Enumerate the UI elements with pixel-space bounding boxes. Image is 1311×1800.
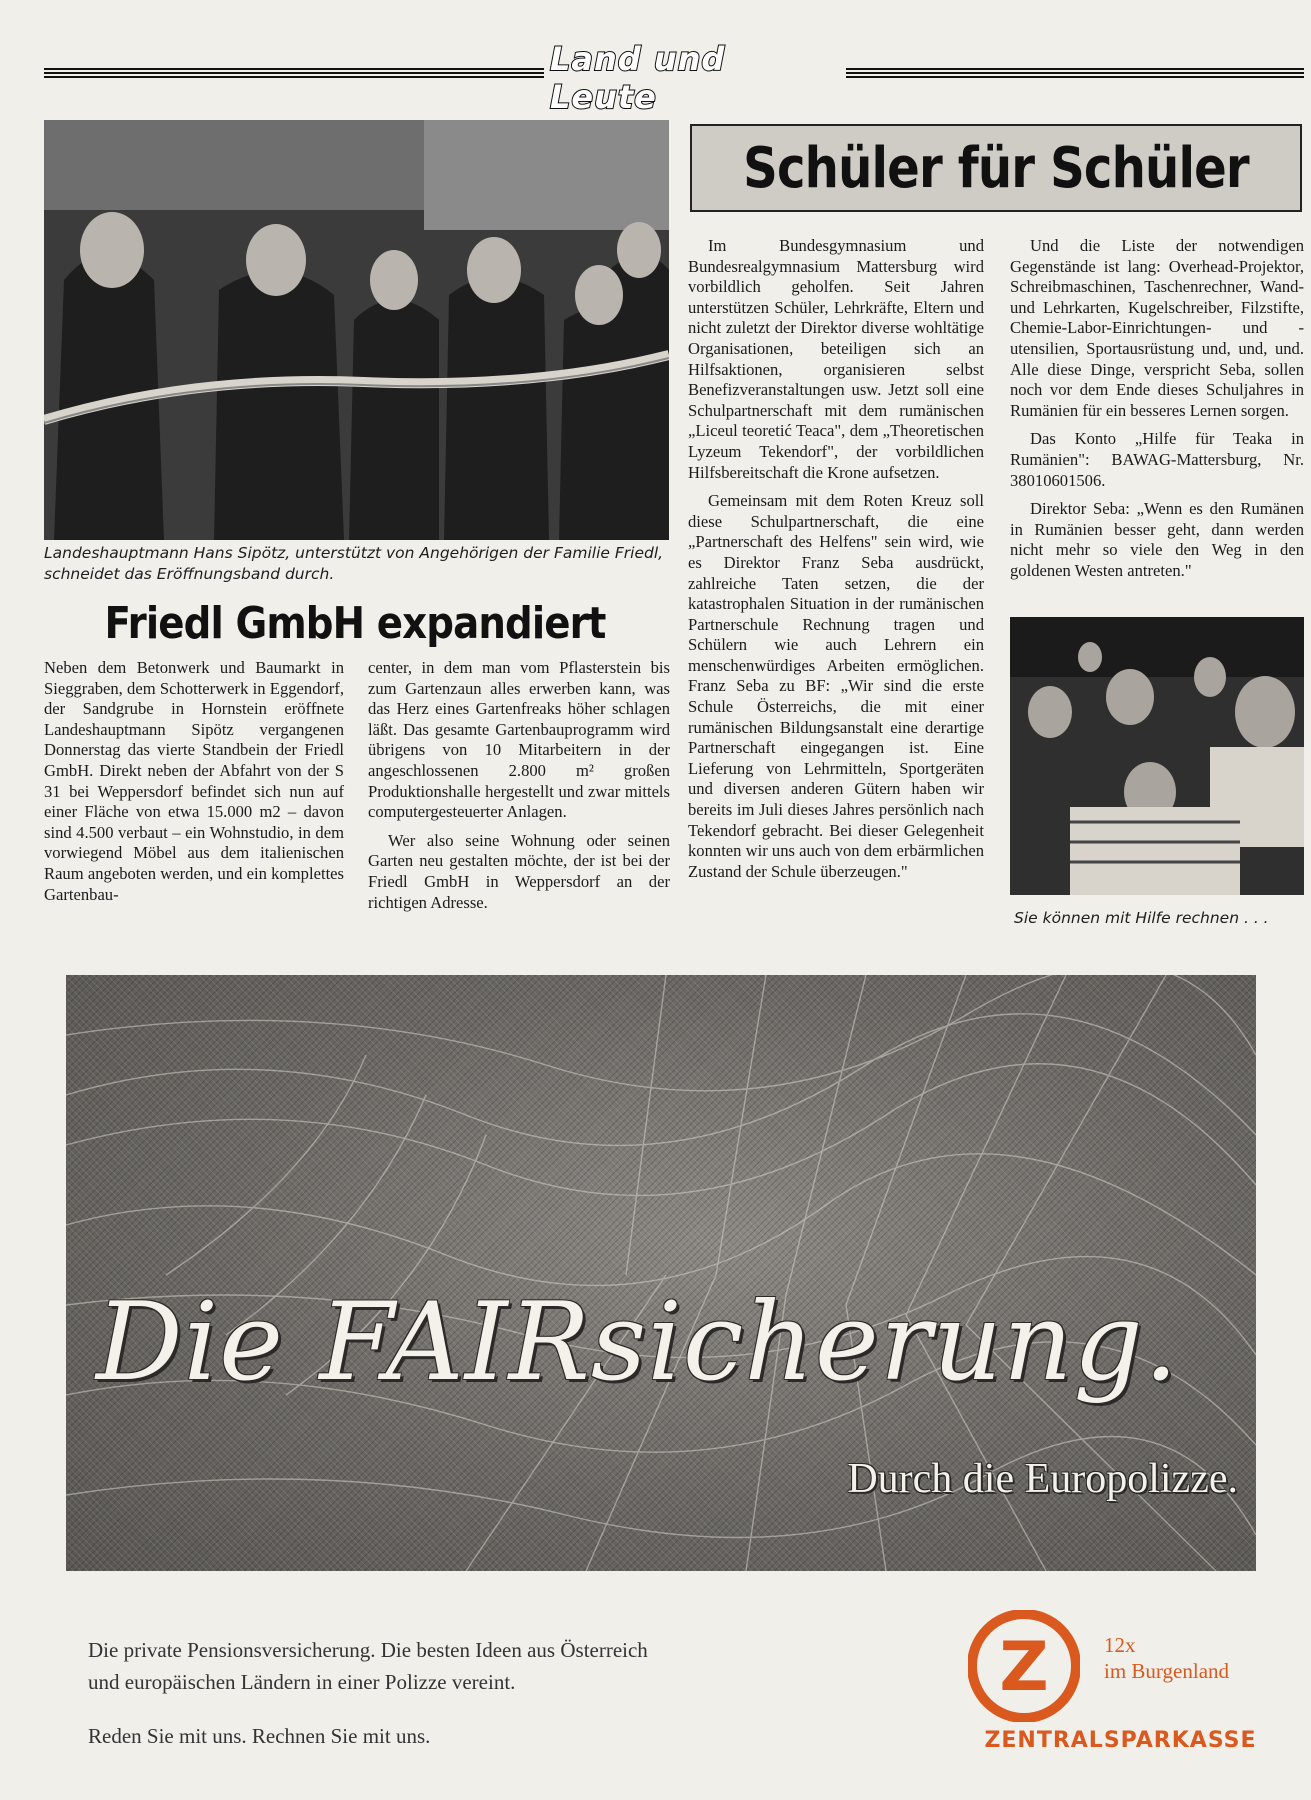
article-paragraph: Und die Liste der notwendigen Gegenstände ist lang: Overhead-Projektor, Schreibmaschinen, Taschenrechner, Wand- und Lehrkarten, Kugelschreiber, Filzstifte, Chemie-Labor-Einrichtungen- und -utensilien, Sportausrüstung und, und, und. Alle diese Dinge, verspricht Seba, sollen noch vor dem Ende dieses Schuljahres in Rumänien für ein besseres Lernen sorgen. bbox=[1010, 236, 1304, 420]
article-paragraph: Direktor Seba: „Wenn es den Rumänen in Rumänien besser geht, dann werden nicht mehr so viele den Weg in den goldenen Westen antreten." bbox=[1010, 499, 1304, 580]
photo-caption-left: Landeshauptmann Hans Sipötz, unterstützt von Angehörigen der Familie Friedl, schneidet das Eröffnungsband durch. bbox=[44, 544, 664, 583]
article-column-3 bbox=[688, 236, 984, 890]
article-paragraph: Im Bundesgymnasium und Bundesrealgymnasium Mattersburg wird vorbildlich geholfen. Seit Jahren unterstützen Schüler, Lehrkräfte, Eltern und nicht zuletzt der Direktor diverse wohltätige Organisationen, beteiligen sich an Hilfsaktionen, organisieren selbst Benefizveranstaltungen usw. Jetzt soll eine Schulpartnerschaft mit dem rumänischen „Liceul teoretić Teaca", dem „Theoretischen Lyzeum Tekendorf", der vorbildlichen Hilfsbereitschaft die Krone aufsetzen. bbox=[688, 236, 984, 482]
brand-name: ZENTRALSPARKASSE bbox=[984, 1728, 1257, 1753]
zentralsparkasse-logo-icon bbox=[968, 1610, 1080, 1722]
ad-copy-line: Die private Pensionsversicherung. Die besten Ideen aus Österreich bbox=[88, 1638, 648, 1662]
ribbon-cutting-photo bbox=[44, 120, 669, 540]
ad-copy-line: und europäischen Ländern in einer Polizze vereint. bbox=[88, 1670, 516, 1694]
branch-count bbox=[1104, 1632, 1229, 1684]
article-paragraph: Das Konto „Hilfe für Teaka in Rumänien": BAWAG-Mattersburg, Nr. 38010601506. bbox=[1010, 429, 1304, 490]
advertisement-banner bbox=[66, 975, 1256, 1571]
ad-copy-block bbox=[88, 1634, 908, 1752]
article-column-4 bbox=[1010, 236, 1304, 590]
logo-letter: Z bbox=[999, 1628, 1049, 1707]
article-paragraph: Neben dem Betonwerk und Baumarkt in Sieggraben, dem Schotterwerk in Eggendorf, der Sandgrube in Hornstein eröffnete Landeshauptmann Sipötz vergangenen Donnerstag das vierte Standbein der Friedl GmbH. Direkt neben der Abfahrt von der S 31 bei Weppersdorf befindet sich nun auf einer Fläche von etwa 15.000 m2 – davon sind 4.500 verbaut – ein Wohnstudio, in dem vorwiegend Möbel aus dem italienischen Raum angeboten werden, und ein komplettes Gartenbau- bbox=[44, 658, 344, 904]
article-headline-box bbox=[690, 124, 1302, 212]
article-column-1 bbox=[44, 658, 344, 913]
branch-count-line: 12x bbox=[1104, 1633, 1136, 1657]
article-paragraph: center, in dem man vom Pflasterstein bis zum Gartenzaun alles erwerben kann, was das Herz eines Gartenfreaks höher schlagen läßt. Das gesamte Gartenbauprogramm wird übrigens von 10 Mitarbeitern in der angeschlossenen 2.800 m² großen Produktionshalle hergestellt und zwar mittels computergesteuerter Anlagen. bbox=[368, 658, 670, 822]
branch-count-line: im Burgenland bbox=[1104, 1659, 1230, 1683]
ad-title: Die FAIRsicherung. bbox=[96, 1280, 1180, 1405]
ad-subtitle: Durch die Europolizze. bbox=[847, 1456, 1238, 1502]
article-paragraph: Wer also seine Wohnung oder seinen Garten neu gestalten möchte, der ist bei der Friedl GmbH in Weppersdorf an der richtigen Adresse. bbox=[368, 830, 670, 912]
header-rule-left bbox=[44, 68, 544, 80]
photo-caption-right: Sie können mit Hilfe rechnen . . . bbox=[1014, 909, 1269, 927]
ad-copy-line: Reden Sie mit uns. Rechnen Sie mit uns. bbox=[88, 1724, 431, 1748]
header-rule-right bbox=[846, 68, 1304, 80]
students-photo bbox=[1010, 617, 1304, 895]
article-column-2 bbox=[368, 658, 670, 921]
article-headline-schueler: Schüler für Schüler bbox=[743, 135, 1249, 201]
section-title: Land und Leute bbox=[550, 40, 726, 116]
article-paragraph: Gemeinsam mit dem Roten Kreuz soll diese Schulpartnerschaft, die eine „Partnerschaft des Helfens" sein wird, wie es Direktor Franz Seba ausdrückt, zahlreiche Taten setzen, die der katastrophalen Situation in der rumänischen Partnerschule Rechnung tragen und Schülern wie auch Lehrern ein menschenwürdiges Arbeiten ermöglichen. Franz Seba zu BF: „Wir sind die erste Schule Österreichs, die mit einer rumänischen Bildungsanstalt eine derartige Partnerschaft eingegangen ist. Eine Lieferung von Lehrmitteln, Sportgeräten und diversen anderen Gütern haben wir bereits im Juli dieses Jahres persönlich nach Tekendorf gebracht. Bei dieser Gelegenheit konnten wir uns auch von dem erbärmlichen Zustand der Schule überzeugen." bbox=[688, 491, 984, 881]
article-headline-friedl: Friedl GmbH expandiert bbox=[104, 598, 606, 649]
